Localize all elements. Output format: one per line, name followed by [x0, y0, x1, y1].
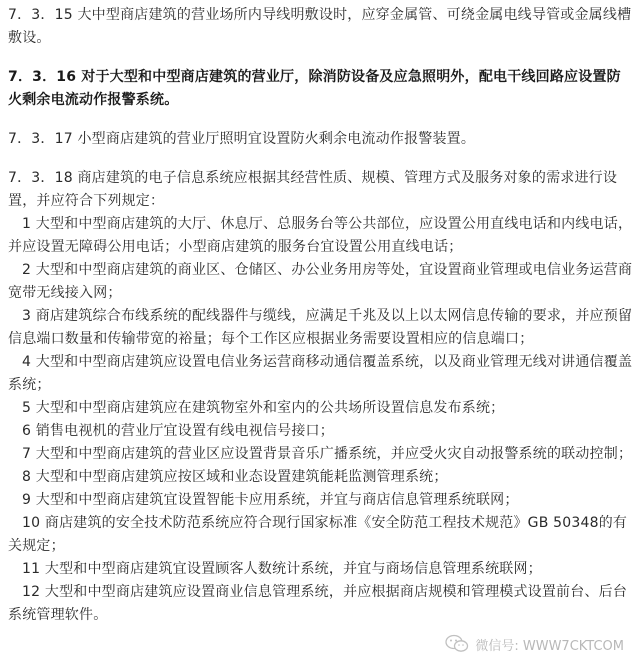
wechat-watermark [443, 634, 626, 654]
list-item: 11 大型和中型商店建筑宜设置顾客人数统计系统，并宜与商场信息管理系统联网； [22, 561, 542, 577]
list-item: 8 大型和中型商店建筑应按区域和业态设置建筑能耗监测管理系统； [22, 469, 448, 485]
clause-7-3-18: 7．3．18 商店建筑的电子信息系统应根据其经营性质、规模、管理方式及服务对象的需求进行设置，并应符合下列规定： [8, 170, 618, 209]
clause-7-3-18-list [8, 213, 634, 627]
clause-7-3-16: 7．3．16 对于大型和中型商店建筑的营业厅，除消防设备及应急照明外，配电干线回路应设置防火剩余电流动作报警系统。 [8, 69, 621, 108]
list-item: 6 销售电视机的营业厅宜设置有线电视信号接口； [22, 423, 334, 439]
clause-7-3-17: 7．3．17 小型商店建筑的营业厅照明宜设置防火剩余电流动作报警装置。 [8, 131, 476, 147]
list-item: 9 大型和中型商店建筑宜设置智能卡应用系统，并宜与商店信息管理系统联网； [22, 492, 519, 508]
list-item: 2 大型和中型商店建筑的商业区、仓储区、办公业务用房等处，宜设置商业管理或电信业务运营商宽带无线接入网； [8, 262, 633, 301]
clause-7-3-15: 7．3．15 大中型商店建筑的营业场所内导线明敷设时，应穿金属管、可绕金属电线导管或金属线槽敷设。 [8, 7, 632, 46]
document-body [8, 4, 634, 627]
list-item: 5 大型和中型商店建筑应在建筑物室外和室内的公共场所设置信息发布系统； [22, 400, 505, 416]
list-item: 3 商店建筑综合布线系统的配线器件与缆线，应满足千兆及以上以太网信息传输的要求，并应预留信息端口数量和传输带宽的裕量；每个工作区应根据业务需要设置相应的信息端口； [8, 308, 633, 347]
watermark-text: 微信号: WWW7CKTCOM [475, 638, 624, 654]
list-item: 4 大型和中型商店建筑应设置电信业务运营商移动通信覆盖系统，以及商业管理无线对讲通信覆盖系统； [8, 354, 633, 393]
list-item: 10 商店建筑的安全技术防范系统应符合现行国家标准《安全防范工程技术规范》GB 50348的有关规定； [8, 515, 628, 554]
list-item: 12 大型和中型商店建筑应设置商业信息管理系统，并应根据商店规模和管理模式设置前台、后台系统管理软件。 [8, 584, 628, 623]
list-item: 1 大型和中型商店建筑的大厅、休息厅、总服务台等公共部位，应设置公用直线电话和内线电话，并应设置无障碍公用电话；小型商店建筑的服务台宜设置公用直线电话； [8, 216, 633, 255]
wechat-icon [445, 634, 469, 654]
list-item: 7 大型和中型商店建筑的营业区应设置背景音乐广播系统，并应受火灾自动报警系统的联动控制； [22, 446, 633, 462]
